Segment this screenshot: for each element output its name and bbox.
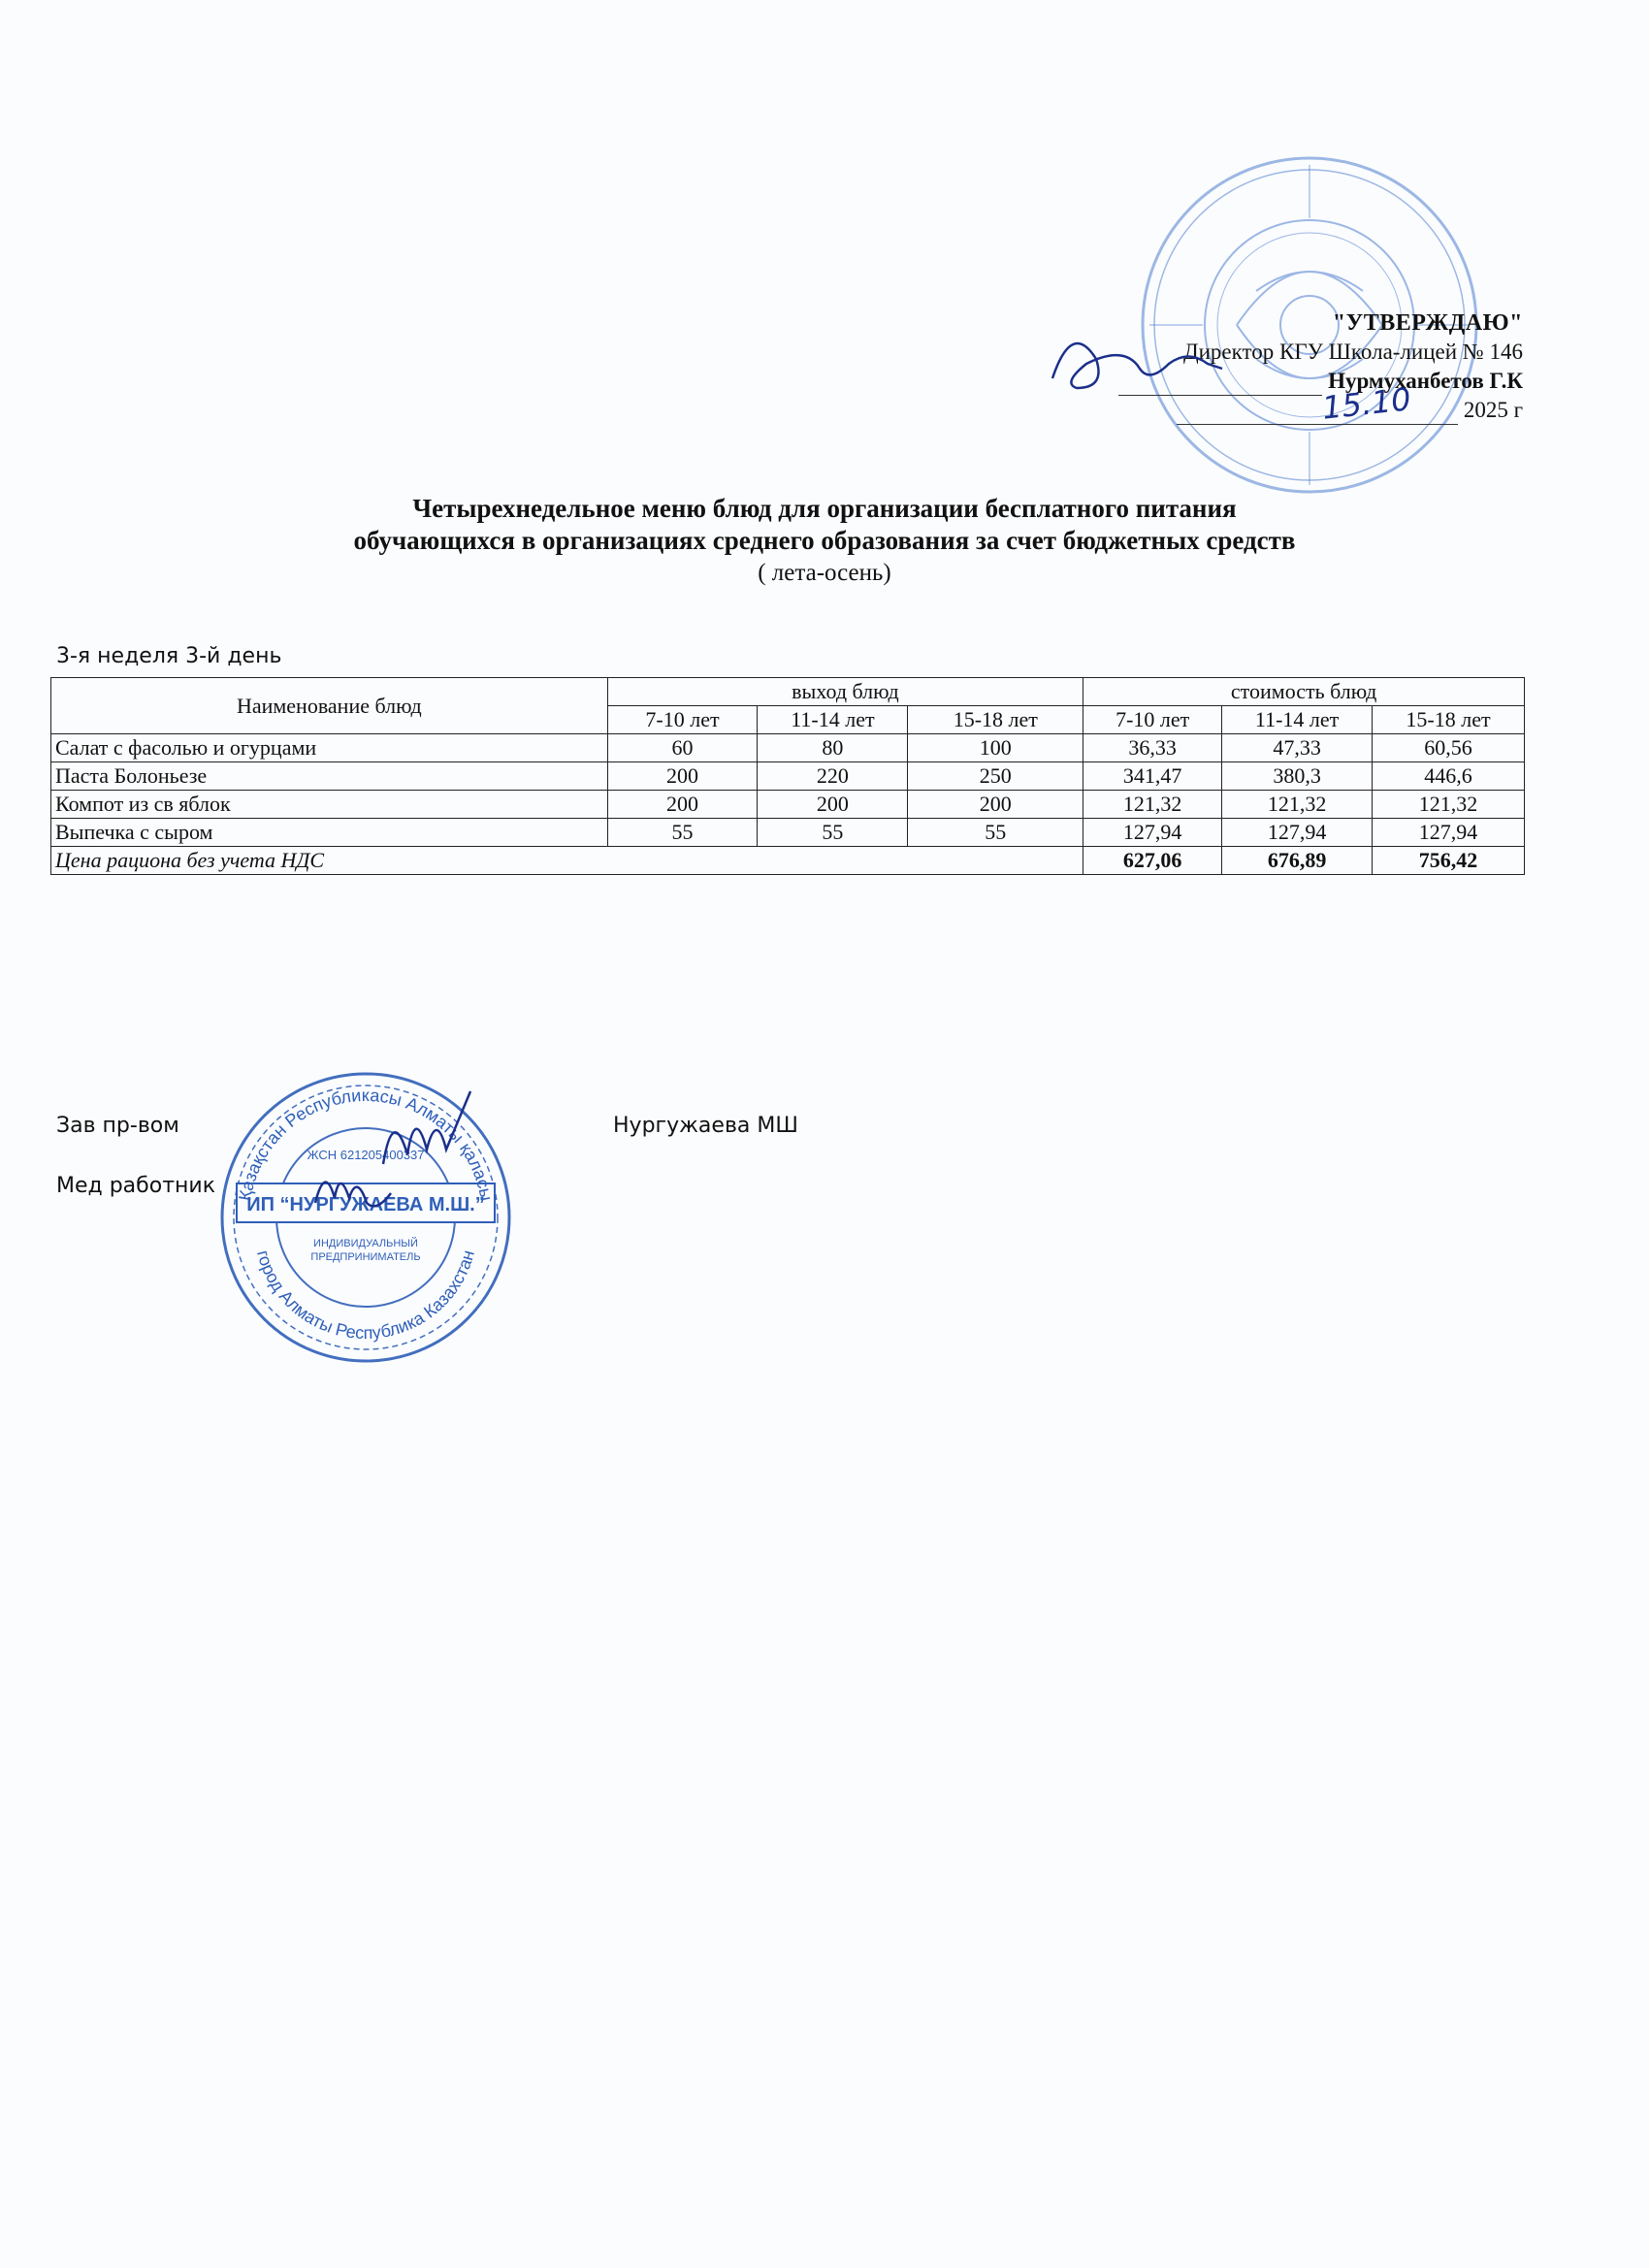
cost-cell: 36,33 bbox=[1083, 734, 1222, 762]
header-dish-name: Наименование блюд bbox=[51, 678, 608, 734]
table-total-row bbox=[51, 847, 1525, 875]
age-group: 11-14 лет bbox=[1222, 706, 1373, 734]
yield-cell: 60 bbox=[607, 734, 758, 762]
cost-cell: 47,33 bbox=[1222, 734, 1373, 762]
age-group: 15-18 лет bbox=[908, 706, 1083, 734]
cost-cell: 60,56 bbox=[1373, 734, 1525, 762]
dish-name: Салат с фасолью и огурцами bbox=[51, 734, 608, 762]
table-row bbox=[51, 791, 1525, 819]
menu-table bbox=[50, 677, 1525, 875]
manager-label: Зав пр-вом bbox=[56, 1114, 179, 1138]
approval-heading: "УТВЕРЖДАЮ" bbox=[1332, 310, 1523, 336]
cost-cell: 121,32 bbox=[1222, 791, 1373, 819]
yield-cell: 220 bbox=[758, 762, 908, 791]
table-row bbox=[51, 734, 1525, 762]
dish-name: Паста Болоньезе bbox=[51, 762, 608, 791]
age-group: 15-18 лет bbox=[1373, 706, 1525, 734]
svg-text:ИНДИВИДУАЛЬНЫЙ: ИНДИВИДУАЛЬНЫЙ bbox=[313, 1238, 418, 1249]
age-group: 7-10 лет bbox=[607, 706, 758, 734]
yield-cell: 200 bbox=[607, 791, 758, 819]
yield-cell: 55 bbox=[607, 819, 758, 847]
yield-cell: 100 bbox=[908, 734, 1083, 762]
manager-name: Нургужаева МШ bbox=[613, 1114, 798, 1138]
table-row bbox=[51, 819, 1525, 847]
cost-cell: 341,47 bbox=[1083, 762, 1222, 791]
yield-cell: 200 bbox=[908, 791, 1083, 819]
cost-cell: 127,94 bbox=[1373, 819, 1525, 847]
age-group: 7-10 лет bbox=[1083, 706, 1222, 734]
svg-text:ЖСН 621205400337: ЖСН 621205400337 bbox=[307, 1148, 425, 1162]
director-signature bbox=[1043, 325, 1237, 403]
total-label: Цена рациона без учета НДС bbox=[51, 847, 1083, 875]
dish-name: Выпечка с сыром bbox=[51, 819, 608, 847]
yield-cell: 250 bbox=[908, 762, 1083, 791]
svg-text:ПРЕДПРИНИМАТЕЛЬ: ПРЕДПРИНИМАТЕЛЬ bbox=[310, 1251, 421, 1263]
week-day-label: 3-я неделя 3-й день bbox=[56, 644, 282, 668]
date-line bbox=[1177, 380, 1458, 427]
cost-cell: 127,94 bbox=[1222, 819, 1373, 847]
svg-text:Қазақстан Республикасы Алматы: Қазақстан Республикасы Алматы қаласы bbox=[235, 1085, 497, 1203]
table-row bbox=[51, 762, 1525, 791]
cost-cell: 446,6 bbox=[1373, 762, 1525, 791]
svg-text:ИП “НУРГУЖАЕВА М.Ш.”: ИП “НУРГУЖАЕВА М.Ш.” bbox=[246, 1194, 485, 1215]
cost-cell: 380,3 bbox=[1222, 762, 1373, 791]
document-title bbox=[0, 493, 1649, 589]
table-header-row bbox=[51, 678, 1525, 706]
total-cell: 756,42 bbox=[1373, 847, 1525, 875]
total-cell: 627,06 bbox=[1083, 847, 1222, 875]
dish-name: Компот из св яблок bbox=[51, 791, 608, 819]
header-cost: стоимость блюд bbox=[1083, 678, 1525, 706]
yield-cell: 200 bbox=[607, 762, 758, 791]
director-name: Нурмуханбетов Г.К bbox=[1328, 369, 1523, 393]
total-cell: 676,89 bbox=[1222, 847, 1373, 875]
yield-cell: 55 bbox=[758, 819, 908, 847]
title-line-2: обучающихся в организациях среднего образования за счет бюджетных средств bbox=[353, 526, 1296, 555]
title-line-1: Четырехнедельное меню блюд для организации бесплатного питания bbox=[412, 494, 1237, 523]
handwritten-date: 15.10 bbox=[1320, 380, 1413, 427]
yield-cell: 200 bbox=[758, 791, 908, 819]
title-season: ( лета-осень) bbox=[758, 560, 891, 586]
medic-label: Мед работник bbox=[56, 1174, 215, 1198]
yield-cell: 80 bbox=[758, 734, 908, 762]
approval-year: 2025 г bbox=[1463, 398, 1523, 422]
header-yield: выход блюд bbox=[607, 678, 1083, 706]
yield-cell: 55 bbox=[908, 819, 1083, 847]
director-position: Директор КГУ Школа-лицей № 146 bbox=[1182, 340, 1523, 364]
cost-cell: 121,32 bbox=[1083, 791, 1222, 819]
cost-cell: 127,94 bbox=[1083, 819, 1222, 847]
age-group: 11-14 лет bbox=[758, 706, 908, 734]
medic-signature bbox=[310, 1159, 398, 1217]
cost-cell: 121,32 bbox=[1373, 791, 1525, 819]
svg-text:город Алматы Республика Казахс: город Алматы Республика Казахстан bbox=[252, 1247, 479, 1344]
